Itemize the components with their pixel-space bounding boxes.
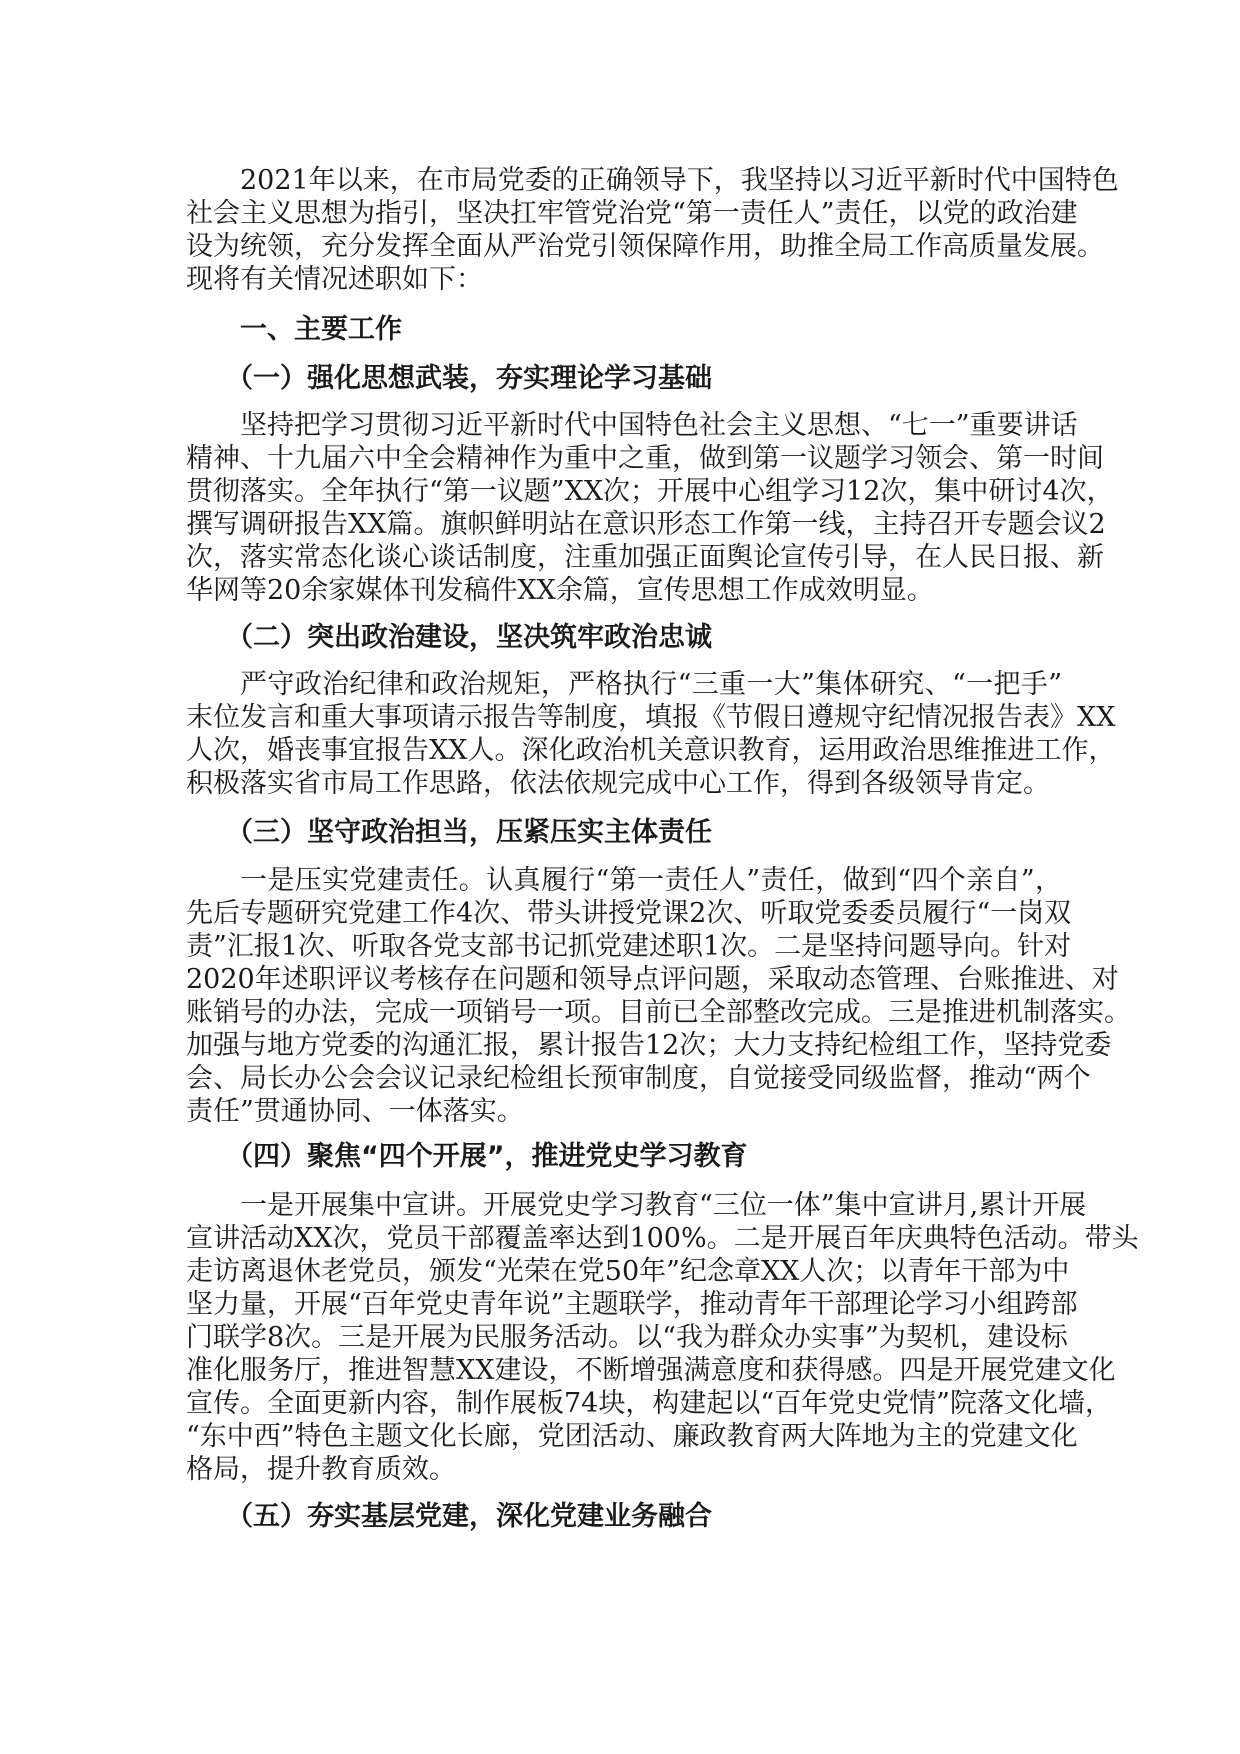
paragraph-line: 2021年以来，在市局党委的正确领导下，我坚持以习近平新时代中国特色: [240, 165, 1119, 196]
subsection-heading: （一）强化思想武装，夯实理论学习基础: [226, 363, 712, 394]
paragraph-line: 坚力量，开展“百年党史青年说”主题联学，推动青年干部理论学习小组跨部: [186, 1289, 1078, 1320]
paragraph-line: 坚持把学习贯彻习近平新时代中国特色社会主义思想、“七一”重要讲话: [240, 410, 1078, 441]
subsection-heading: （二）突出政治建设，坚决筑牢政治忠诚: [226, 622, 712, 653]
section-heading: 一、主要工作: [240, 314, 402, 345]
subsection-heading: （五）夯实基层党建，深化党建业务融合: [226, 1501, 712, 1532]
paragraph-line: 格局，提升教育质效。: [186, 1454, 456, 1485]
paragraph-line: 贯彻落实。全年执行“第一议题”XX次；开展中心组学习12次，集中研讨4次，: [186, 476, 1114, 507]
paragraph-line: 宣讲活动XX次，党员干部覆盖率达到100%。二是开展百年庆典特色活动。带头: [186, 1223, 1139, 1254]
paragraph-line: “东中西”特色主题文化长廊，党团活动、廉政教育两大阵地为主的党建文化: [186, 1421, 1078, 1452]
paragraph-line: 一是压实党建责任。认真履行“第一责任人”责任，做到“四个亲自”，: [240, 865, 1062, 896]
paragraph-line: 先后专题研究党建工作4次、带头讲授党课2次、听取党委委员履行“一岗双: [186, 898, 1072, 929]
paragraph-line: 门联学8次。三是开展为民服务活动。以“我为群众办实事”为契机，建设标: [186, 1322, 1068, 1353]
paragraph-line: 责”汇报1次、听取各党支部书记抓党建述职1次。二是坚持问题导向。针对: [186, 931, 1072, 962]
subsection-heading: （三）坚守政治担当，压紧压实主体责任: [226, 817, 712, 848]
intro-paragraph: [186, 164, 1119, 296]
subsection-paragraph: [186, 864, 1131, 1128]
paragraph-line: 现将有关情况述职如下：: [186, 264, 483, 295]
paragraph-line: 账销号的办法，完成一项销号一项。目前已全部整改完成。三是推进机制落实。: [186, 997, 1131, 1028]
paragraph-line: 精神、十九届六中全会精神作为重中之重，做到第一议题学习领会、第一时间: [186, 443, 1104, 474]
paragraph-line: 责任”贯通协同、一体落实。: [186, 1096, 524, 1127]
subsection-paragraph: [186, 409, 1114, 607]
paragraph-line: 设为统领，充分发挥全面从严治党引领保障作用，助推全局工作高质量发展。: [186, 231, 1104, 262]
subsection-paragraph: [186, 1189, 1139, 1486]
subsection-paragraph: [186, 668, 1116, 800]
paragraph-line: 会、局长办公会会议记录纪检组长预审制度，自觉接受同级监督，推动“两个: [186, 1063, 1091, 1094]
paragraph-line: 宣传。全面更新内容，制作展板74块，构建起以“百年党史党情”院落文化墙，: [186, 1388, 1112, 1419]
paragraph-line: 末位发言和重大事项请示报告等制度，填报《节假日遵规守纪情况报告表》XX: [186, 702, 1116, 733]
paragraph-line: 一是开展集中宣讲。开展党史学习教育“三位一体”集中宣讲月,累计开展: [240, 1190, 1087, 1221]
subsection-heading: （四）聚焦“四个开展”，推进党史学习教育: [226, 1141, 748, 1172]
paragraph-line: 积极落实省市局工作思路，依法依规完成中心工作，得到各级领导肯定。: [186, 768, 1050, 799]
paragraph-line: 准化服务厅，推进智慧XX建设，不断增强满意度和获得感。四是开展党建文化: [186, 1355, 1116, 1386]
paragraph-line: 走访离退休老党员，颁发“光荣在党50年”纪念章XX人次；以青年干部为中: [186, 1256, 1070, 1287]
paragraph-line: 加强与地方党委的沟通汇报，累计报告12次；大力支持纪检组工作，坚持党委: [186, 1030, 1112, 1061]
paragraph-line: 2020年述职评议考核存在问题和领导点评问题，采取动态管理、台账推进、对: [186, 964, 1119, 995]
paragraph-line: 撰写调研报告XX篇。旗帜鲜明站在意识形态工作第一线，主持召开专题会议2: [186, 509, 1106, 540]
paragraph-line: 华网等20余家媒体刊发稿件XX余篇，宣传思想工作成效明显。: [186, 575, 934, 606]
paragraph-line: 严守政治纪律和政治规矩，严格执行“三重一大”集体研究、“一把手”: [240, 669, 1062, 700]
paragraph-line: 人次，婚丧事宜报告XX人。深化政治机关意识教育，运用政治思维推进工作，: [186, 735, 1116, 766]
paragraph-line: 社会主义思想为指引，坚决扛牢管党治党“第一责任人”责任，以党的政治建: [186, 198, 1078, 229]
paragraph-line: 次，落实常态化谈心谈话制度，注重加强正面舆论宣传引导，在人民日报、新: [186, 542, 1104, 573]
